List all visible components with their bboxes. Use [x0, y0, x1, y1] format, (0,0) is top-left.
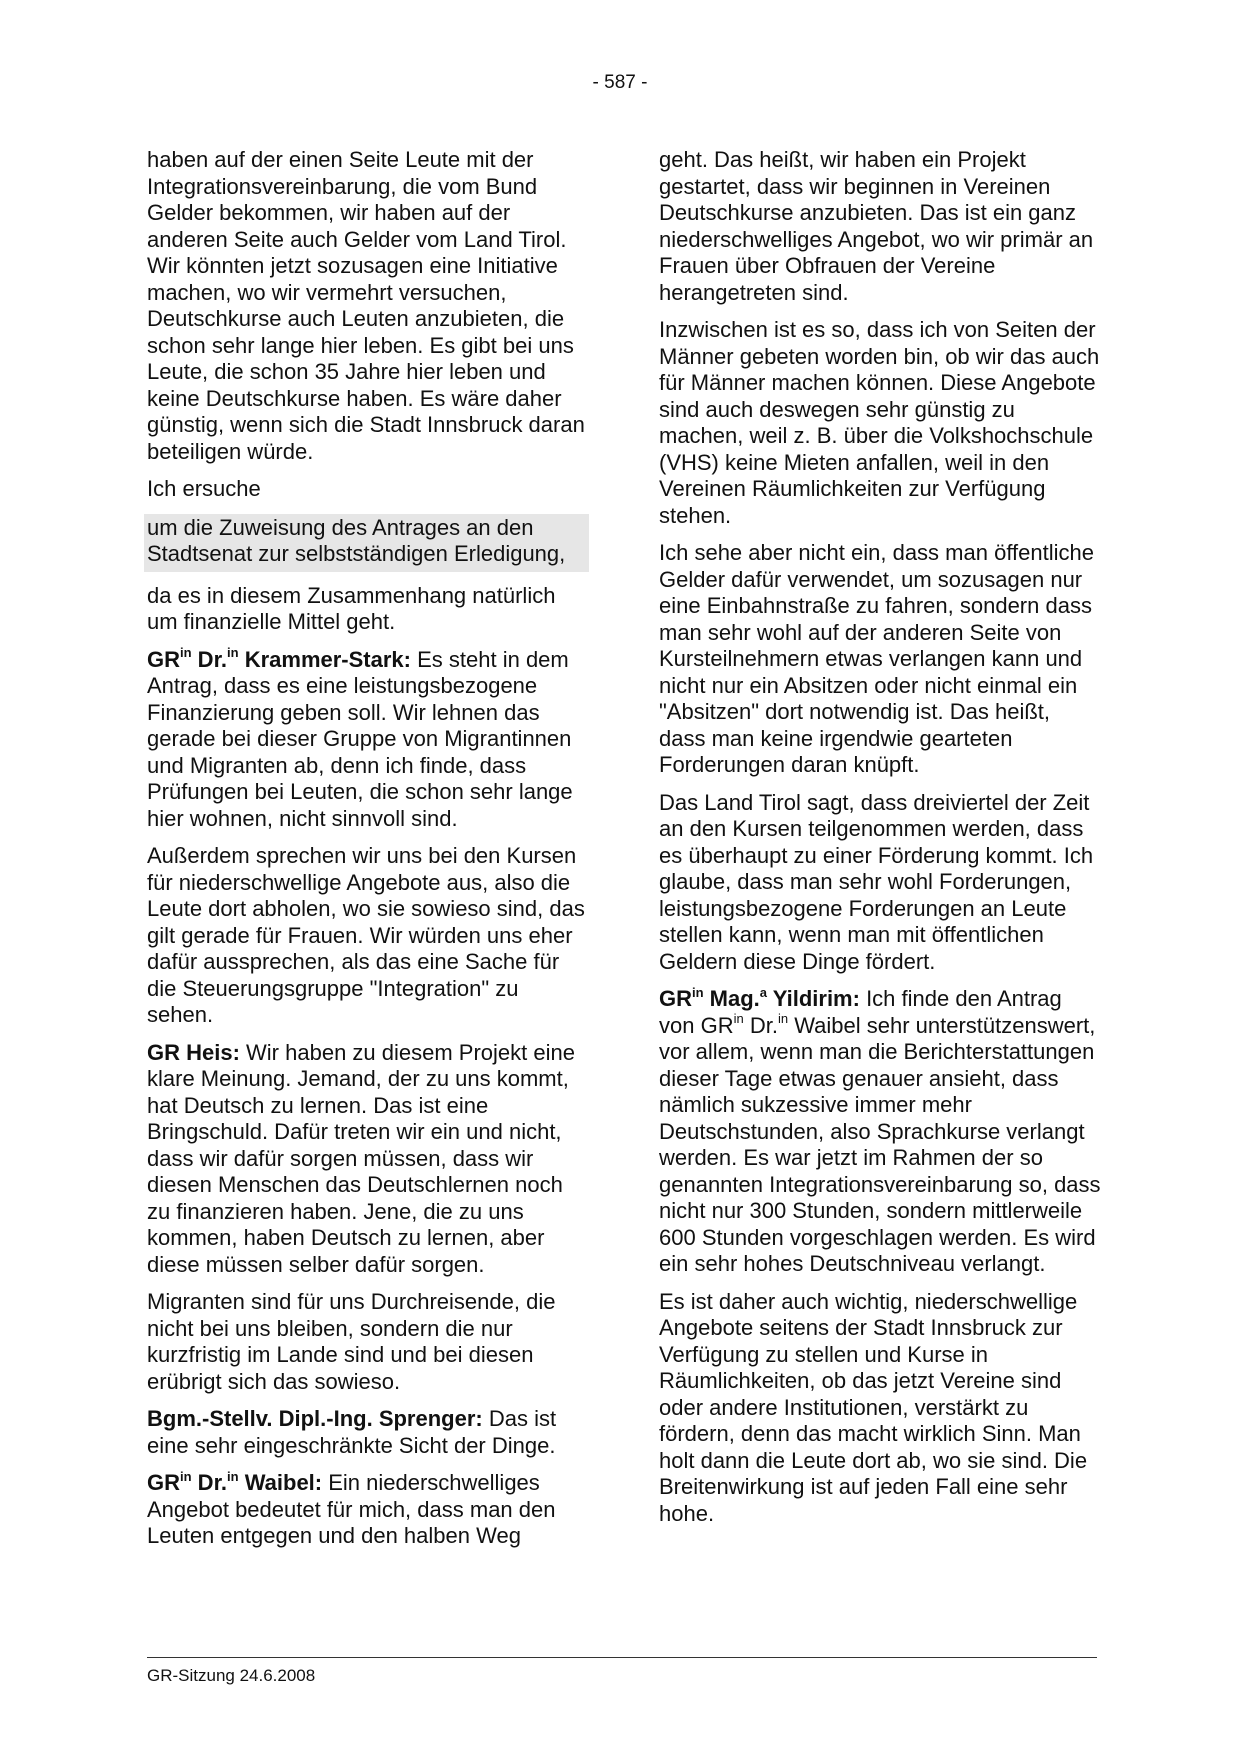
- speech-text: Es steht in dem Antrag, dass es eine leistungsbezogene Finanzierung geben soll. Wir lehnen das gerade bei dieser Gruppe von Migrantinnen und Migranten ab, denn ich finde, dass Prüfungen bei Leuten, die schon sehr lange hier wohnen, nicht sinnvoll sind.: [147, 646, 573, 831]
- paragraph: Ich sehe aber nicht ein, dass man öffentliche Gelder dafür verwendet, um sozusagen nur eine Einbahnstraße zu fahren, sondern dass man sehr wohl auf der anderen Seite von Kursteilnehmern etwas verlangen kann und nicht nur ein Absitzen oder nicht einmal ein "Absitzen" dort notwendig ist. Das heißt, dass man keine irgendwie gearteten Forderungen daran knüpft.: [659, 540, 1094, 777]
- left-column: [147, 147, 589, 1561]
- paragraph: Inzwischen ist es so, dass ich von Seiten der Männer gebeten worden bin, ob wir das auch für Männer machen können. Diese Angebote sind auch deswegen sehr günstig zu machen, weil z. B. über die Volkshochschule (VHS) keine Mieten anfallen, weil in den Vereinen Räumlichkeiten zur Verfügung stehen.: [659, 317, 1100, 528]
- paragraph: da es in diesem Zusammenhang natürlich um finanzielle Mittel geht.: [147, 582, 556, 634]
- speaker-name: $GR^{in}$ Dr.$^{in}$ Waibel:: [147, 1468, 323, 1495]
- speech-heis: [147, 1040, 589, 1279]
- paragraph: Ich ersuche: [147, 476, 261, 501]
- paragraph: Das Land Tirol sagt, dass dreiviertel der Zeit an den Kursen teilgenommen werden, dass es überhaupt zu einer Förderung kommt. Ich glaube, dass man sehr wohl Forderungen, leistungsbezogene Forderungen an Leute stellen kann, wenn man mit öffentlichen Geldern diese Dinge fördert.: [659, 789, 1094, 974]
- speech-yildirim: [659, 986, 1101, 1278]
- speaker-name: GR Heis:: [147, 1039, 240, 1065]
- paragraph: haben auf der einen Seite Leute mit der Integrationsvereinbarung, die vom Bund Gelder bekommen, wir haben auf der anderen Seite auch Gelder vom Land Tirol. Wir könnten jetzt sozusagen eine Initiative machen, wo wir vermehrt versuchen, Deutschkurse auch Leuten anzubieten, die schon sehr lange hier leben. Es gibt bei uns Leute, die schon 35 Jahre hier leben und keine Deutschkurse haben. Es wäre daher günstig, wenn sich die Stadt Innsbruck daran beteiligen würde.: [147, 147, 585, 464]
- speech-text: Ich finde den Antrag von $GR^{in}$ Dr.$^{in}$ Waibel sehr unterstützenswert, vor allem, wenn man die Berichterstattungen dieser Tage etwas genauer ansieht, dass nämlich sukzessive immer mehr Deutschstunden, also Sprachkurse verlangt werden. Es war jetzt im Rahmen der so genannten Integrationsvereinbarung so, dass nicht nur 300 Stunden, sondern mittlerweile 600 Stunden vorgeschlagen werden. Es wird ein sehr hohes Deutschniveau verlangt.: [659, 986, 1101, 1276]
- speech-text: Ein niederschwelliges Angebot bedeutet für mich, dass man den Leuten entgegen und den halben Weg: [147, 1470, 556, 1548]
- speech-krammer-stark: [147, 647, 589, 833]
- speech-sprenger: [147, 1406, 589, 1459]
- paragraph: Außerdem sprechen wir uns bei den Kursen für niederschwellige Angebote aus, also die Leute dort abholen, wo sie sowieso sind, das gilt gerade für Frauen. Wir würden uns eher dafür aussprechen, als das eine Sache für die Steuerungsgruppe "Integration" zu sehen.: [147, 843, 585, 1027]
- footer-divider: [147, 1657, 1097, 1658]
- speaker-name: $GR^{in}$ Mag.$^a$ Yildirim:: [659, 984, 860, 1011]
- speech-text: Wir haben zu diesem Projekt eine klare Meinung. Jemand, der zu uns kommt, hat Deutsch zu lernen. Das ist eine Bringschuld. Dafür treten wir ein und nicht, dass wir dafür sorgen müssen, dass wir diesen Menschen das Deutschlernen noch zu finanzieren haben. Jene, die zu uns kommen, haben Deutsch zu lernen, aber diese müssen selber dafür sorgen.: [147, 1039, 575, 1277]
- paragraph: geht. Das heißt, wir haben ein Projekt gestartet, dass wir beginnen in Vereinen Deutschkurse anzubieten. Das ist ein ganz niederschwelliges Angebot, wo wir primär an Frauen über Obfrauen der Vereine herangetreten sind.: [659, 147, 1094, 305]
- speaker-name: Bgm.-Stellv. Dipl.-Ing. Sprenger:: [147, 1406, 483, 1431]
- speech-waibel: [147, 1470, 589, 1550]
- paragraph: Migranten sind für uns Durchreisende, die nicht bei uns bleiben, sondern die nur kurzfristig im Lande sind und bei diesen erübrigt sich das sowieso.: [147, 1289, 556, 1394]
- footer-session-date: GR-Sitzung 24.6.2008: [147, 1666, 316, 1685]
- speaker-name: $GR^{in}$ Dr.$^{in}$ Krammer-Stark:: [147, 645, 411, 672]
- highlighted-request: um die Zuweisung des Antrages an den Stadtsenat zur selbstständigen Erledigung,: [144, 514, 589, 572]
- page-number: - 587 -: [592, 72, 648, 93]
- right-column: [659, 147, 1101, 1538]
- speech-text: Das ist eine sehr eingeschränkte Sicht der Dinge.: [147, 1406, 557, 1458]
- paragraph: Es ist daher auch wichtig, niederschwellige Angebote seitens der Stadt Innsbruck zur Verfügung zu stellen und Kurse in Räumlichkeiten, ob das jetzt Vereine sind oder andere Institutionen, verstärkt zu fördern, denn das macht wirklich Sinn. Man holt dann die Leute dort ab, wo sie sind. Die Breitenwirkung ist auf jeden Fall eine sehr hohe.: [659, 1288, 1088, 1526]
